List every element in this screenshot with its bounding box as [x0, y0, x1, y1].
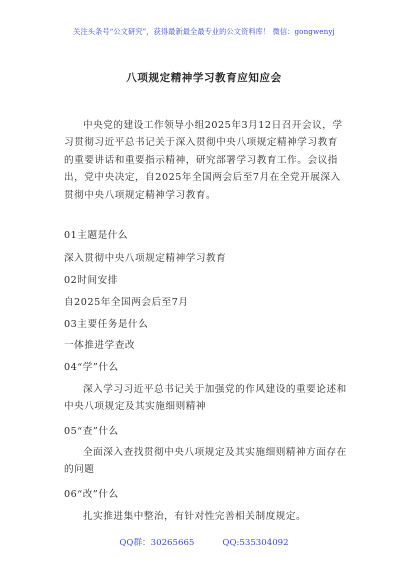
section-heading: 03主要任务是什么 — [64, 319, 149, 330]
section-heading: 06“改”什么 — [64, 489, 119, 500]
section-content: 扎实推进集中整治，有针对性完善相关制度规定。 — [83, 511, 307, 522]
section-content: 一体推进学查改 — [64, 340, 136, 351]
section-content: 全面深入查找贯彻中央八项规定及其实施细则精神方面存在的问题 — [64, 447, 347, 476]
section-heading: 05“查”什么 — [64, 426, 119, 437]
header-promo-note: 关注头条号“公文研究”，获得最新最全最专业的公文资料库！ 微信：gongwenyj — [73, 27, 335, 36]
section-content: 自2025年全国两会后至7月 — [64, 297, 189, 308]
section-heading: 01主题是什么 — [64, 230, 129, 241]
document-title: 八项规定精神学习教育应知应会 — [126, 72, 282, 84]
section-content: 深入贯彻中央八项规定精神学习教育 — [64, 253, 227, 264]
section-heading: 04“学”什么 — [64, 362, 119, 373]
footer-qq-group: QQ群：30265665 — [119, 538, 195, 548]
section-heading: 02时间安排 — [64, 275, 118, 286]
footer-contact — [0, 536, 408, 548]
footer-qq-number: QQ:535304092 — [222, 538, 289, 548]
intro-paragraph: 中央党的建设工作领导小组2025年3月12日召开会议，学习贯彻习近平总书记关于深入贯彻中央八项规定精神学习教育的重要讲话和重要指示精神，研究部署学习教育工作。会议指出，党中央决定，自2025年全国两会后至7月在全党开展深入贯彻中央八项规定精神学习教育。 — [64, 120, 343, 201]
section-content: 深入学习习近平总书记关于加强党的作风建设的重要论述和中央八项规定及其实施细则精神 — [64, 384, 347, 413]
